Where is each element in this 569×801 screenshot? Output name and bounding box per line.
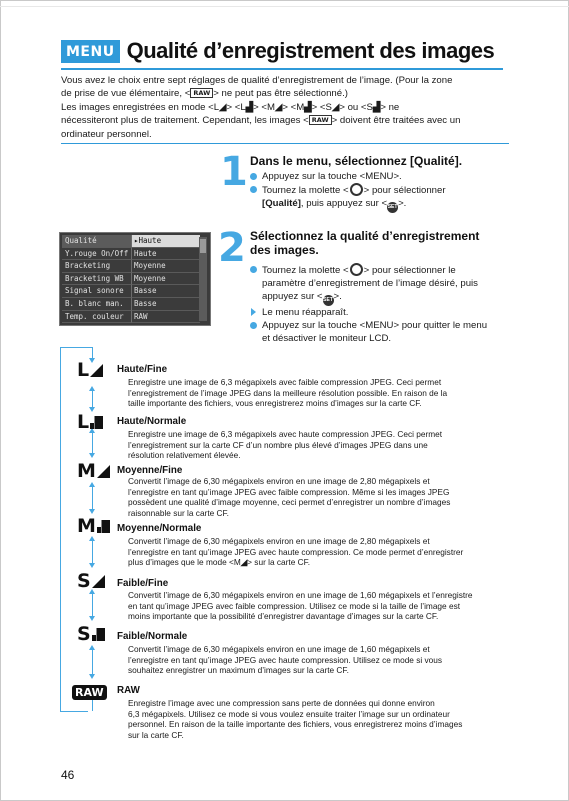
flow-loop-line bbox=[60, 347, 61, 711]
raw-tag: RAW bbox=[190, 88, 213, 98]
desc-line: Enregistre une image de 6,3 mégapixels avec faible compression JPEG. Ceci permet bbox=[128, 377, 442, 387]
desc-line: Convertit l’image de 6,30 mégapixels environ en une image de 1,60 mégapixels et bbox=[128, 644, 430, 654]
lcd-row-value: ▸Haute bbox=[131, 235, 200, 248]
flow-arrow-down-icon bbox=[89, 563, 95, 568]
page-title: Qualité d’enregistrement des images bbox=[126, 38, 495, 63]
step-1-title: Dans le menu, sélectionnez [Qualité]. bbox=[250, 154, 463, 168]
intro-text: > <M bbox=[253, 101, 275, 113]
bullet-text: Tournez la molette < bbox=[262, 185, 349, 196]
dial-icon bbox=[350, 183, 363, 196]
bullet-item bbox=[250, 263, 520, 306]
flow-connector bbox=[92, 648, 93, 676]
desc-line: Convertit l’image de 6,30 mégapixels environ en une image de 2,80 mégapixels et bbox=[128, 476, 430, 486]
quality-description bbox=[128, 698, 514, 740]
menu-badge: MENU bbox=[61, 40, 120, 63]
intro-line bbox=[61, 87, 509, 100]
desc-line: raisonnable sur la carte CF. bbox=[128, 507, 229, 518]
bullet-item bbox=[250, 319, 520, 345]
quality-description bbox=[128, 476, 514, 518]
bullet-item bbox=[250, 170, 520, 183]
top-divider bbox=[0, 6, 569, 7]
lcd-row-label: Qualité bbox=[62, 235, 131, 248]
desc-line: Convertit l’image de 6,30 mégapixels environ en une image de 2,80 mégapixels et bbox=[128, 536, 430, 546]
step-2-title bbox=[250, 229, 479, 257]
desc-line: sur la carte CF. bbox=[128, 729, 184, 740]
quality-description bbox=[128, 377, 514, 409]
normal-icon: ▟ bbox=[372, 101, 381, 113]
raw-tag: RAW bbox=[309, 115, 332, 125]
intro-line: ordinateur personnel. bbox=[61, 128, 152, 140]
bullet-dot-icon bbox=[250, 266, 257, 273]
flow-arrow-down-icon bbox=[89, 616, 95, 621]
lcd-row-label: Temp. couleur bbox=[62, 311, 131, 324]
lcd-row-value: Basse bbox=[131, 298, 200, 311]
lcd-row-label: B. blanc man. bbox=[62, 298, 131, 311]
bullet-text: >. bbox=[333, 291, 342, 302]
title-row bbox=[61, 36, 494, 66]
flow-arrow-up-icon bbox=[89, 482, 95, 487]
bullet-text: appuyez sur < bbox=[262, 291, 323, 302]
step-1-number: 1 bbox=[220, 149, 248, 195]
step-1-bullets bbox=[250, 170, 520, 213]
flow-arrow-down-icon bbox=[89, 453, 95, 458]
desc-line: possèdent une qualité d’image moyenne, ceci permet d’enregistrer un nombre d’images bbox=[128, 497, 451, 508]
desc-line: l’enregistrement de l’image JPEG dans la meilleure résolution possible. En raison de la bbox=[128, 387, 448, 398]
bullet-text: Tournez la molette < bbox=[262, 265, 349, 276]
lcd-row-value: Basse bbox=[131, 285, 200, 298]
desc-line: en tant qu’image JPEG avec faible compression. Utilisez ce mode si la taille de l’image est bbox=[128, 600, 461, 611]
quality-name: RAW bbox=[117, 685, 140, 696]
lcd-row bbox=[62, 311, 208, 324]
desc-line: l’enregistre en tant qu’image JPEG avec haute compression. Ce mode permet d’enregistrer bbox=[128, 546, 464, 557]
desc-line: Convertit l’image de 6,30 mégapixels environ en une image de 1,60 mégapixels et l’enregistre bbox=[128, 590, 473, 600]
medium-normal-icon bbox=[77, 517, 110, 535]
set-button-icon: SET bbox=[323, 295, 334, 306]
lcd-row bbox=[62, 235, 208, 248]
quality-letter: M bbox=[77, 515, 96, 537]
normal-stair-icon bbox=[92, 628, 105, 641]
bullet-text: >. bbox=[398, 198, 407, 209]
normal-stair-icon bbox=[97, 520, 110, 533]
intro-paragraph bbox=[61, 74, 509, 141]
small-fine-icon bbox=[77, 572, 105, 590]
flow-connector bbox=[92, 592, 93, 618]
desc-line: taille importante des fichiers, vous enregistrerez moins d’images sur la carte CF. bbox=[128, 398, 422, 409]
intro-text: > <S bbox=[311, 101, 332, 113]
quality-name: Haute/Normale bbox=[117, 416, 187, 427]
fine-triangle-icon bbox=[92, 575, 105, 588]
dial-icon bbox=[350, 263, 363, 276]
intro-text: nécessiteront plus de traitement. Cependant, les images < bbox=[61, 115, 309, 127]
lcd-row-label: Bracketing WB bbox=[62, 273, 131, 286]
quality-name: Faible/Normale bbox=[117, 631, 188, 642]
intro-text: > ne peut pas être sélectionné.) bbox=[213, 88, 348, 100]
bullet-text: paramètre d’enregistrement de l’image désiré, puis bbox=[262, 278, 478, 289]
normal-stair-icon bbox=[90, 416, 103, 429]
medium-fine-icon bbox=[77, 462, 110, 480]
desc-line: 6,3 mégapixels. Utilisez ce mode si vous voulez ensuite traiter l’image sur un ordinateur bbox=[128, 708, 450, 719]
bullet-text: > pour sélectionner le bbox=[363, 265, 456, 276]
lcd-row bbox=[62, 298, 208, 311]
quality-name: Moyenne/Normale bbox=[117, 523, 202, 534]
lcd-row-value: Moyenne bbox=[131, 273, 200, 286]
bullet-item bbox=[250, 183, 520, 213]
lcd-row bbox=[62, 273, 208, 286]
quality-name: Moyenne/Fine bbox=[117, 465, 183, 476]
lcd-row-label: Y.rouge On/Off bbox=[62, 248, 131, 261]
quality-description bbox=[128, 590, 514, 622]
intro-text: Les images enregistrées en mode <L bbox=[61, 101, 220, 113]
intro-text: > ou <S bbox=[339, 101, 373, 113]
fine-triangle-icon bbox=[90, 364, 103, 377]
lcd-scroll-thumb bbox=[200, 239, 206, 253]
quality-name: Haute/Fine bbox=[117, 364, 168, 375]
intro-text: > doivent être traitées avec un bbox=[331, 115, 461, 127]
flow-loop-line bbox=[60, 711, 88, 712]
flow-arrow-down-icon bbox=[89, 674, 95, 679]
quality-letter: S bbox=[77, 570, 91, 592]
flow-arrow-down-icon bbox=[89, 407, 95, 412]
intro-text: > <M bbox=[282, 101, 305, 113]
step-2-bullets bbox=[250, 263, 520, 345]
quality-letter: L bbox=[77, 359, 90, 381]
small-normal-icon bbox=[77, 625, 105, 643]
desc-line: Enregistre l’image avec une compression sans perte de données qui donne environ bbox=[128, 698, 435, 708]
lcd-row-value: RAW bbox=[131, 311, 200, 324]
result-arrow-icon bbox=[251, 308, 256, 316]
desc-line: résolution relativement élevée. bbox=[128, 450, 241, 461]
quality-description bbox=[128, 429, 514, 461]
bullet-text: Appuyez sur la touche <MENU> pour quitter le menu bbox=[262, 320, 488, 331]
lcd-menu-screen bbox=[59, 232, 211, 326]
quality-name: Faible/Fine bbox=[117, 578, 169, 589]
fine-icon: ◢ bbox=[275, 101, 283, 113]
bullet-text: et désactiver le moniteur LCD. bbox=[262, 333, 392, 344]
desc-line bbox=[128, 557, 514, 568]
flow-arrow-up-icon bbox=[89, 645, 95, 650]
large-normal-icon bbox=[77, 413, 103, 431]
flow-connector bbox=[92, 539, 93, 565]
bullet-text: Appuyez sur la touche <MENU>. bbox=[262, 171, 402, 182]
desc-line: l’enregistrement sur la carte CF d’un nombre plus élevé d’images JPEG dans une bbox=[128, 439, 428, 450]
lcd-row-label: Bracketing bbox=[62, 260, 131, 273]
flow-arrow-down-icon bbox=[89, 509, 95, 514]
desc-text: > sur la carte CF. bbox=[247, 557, 311, 568]
intro-text: > <L bbox=[226, 101, 246, 113]
intro-text: > ne bbox=[380, 101, 400, 113]
raw-icon bbox=[72, 682, 107, 700]
bullet-text-bold: [Qualité] bbox=[262, 198, 301, 209]
flow-arrow-up-icon bbox=[89, 386, 95, 391]
desc-line: souhaitez enregistrer un maximum d’images sur la carte CF. bbox=[128, 665, 349, 676]
bullet-dot-icon bbox=[250, 173, 257, 180]
bullet-dot-icon bbox=[250, 186, 257, 193]
bullet-item bbox=[250, 306, 520, 319]
step-2-title-line: Sélectionnez la qualité d’enregistrement bbox=[250, 229, 480, 243]
flow-loop-line bbox=[60, 347, 92, 348]
desc-line: personnel. En raison de la taille importante des fichiers, vous enregistrerez moins d’images bbox=[128, 719, 463, 730]
normal-icon: ▟ bbox=[245, 101, 254, 113]
quality-letter: S bbox=[77, 623, 91, 645]
flow-connector bbox=[92, 389, 93, 409]
intro-rule bbox=[61, 143, 509, 144]
quality-description bbox=[128, 644, 514, 676]
desc-line: l’enregistre en tant qu’image JPEG avec faible compression. Même si les images JPEG bbox=[128, 486, 450, 497]
intro-line bbox=[61, 114, 509, 127]
bullet-text: Le menu réapparaît. bbox=[262, 307, 349, 318]
flow-connector bbox=[92, 485, 93, 511]
flow-connector bbox=[92, 431, 93, 455]
step-2-number: 2 bbox=[218, 225, 246, 271]
fine-icon: ◢ bbox=[331, 101, 340, 113]
fine-icon: ◢ bbox=[219, 101, 227, 113]
lcd-row bbox=[62, 285, 208, 298]
lcd-row-label: Signal sonore bbox=[62, 285, 131, 298]
quality-letter: M bbox=[77, 460, 96, 482]
normal-icon: ▟ bbox=[304, 101, 312, 113]
lcd-row bbox=[62, 248, 208, 261]
lcd-row bbox=[62, 260, 208, 273]
lcd-row-value: Haute bbox=[131, 248, 200, 261]
fine-icon: ◢ bbox=[240, 557, 248, 568]
step-2-title-line: des images. bbox=[250, 243, 319, 257]
intro-line bbox=[61, 101, 509, 114]
intro-line: Vous avez le choix entre sept réglages de qualité d’enregistrement de l’image. (Pour la zone bbox=[61, 75, 453, 86]
large-fine-icon bbox=[77, 361, 103, 379]
intro-text: de prise de vue élémentaire, < bbox=[61, 88, 191, 100]
quality-description bbox=[128, 536, 514, 568]
desc-line: Enregistre une image de 6,3 mégapixels avec haute compression JPEG. Ceci permet bbox=[128, 429, 443, 439]
quality-letter: L bbox=[77, 411, 90, 433]
raw-badge: RAW bbox=[72, 685, 107, 700]
fine-triangle-icon bbox=[97, 465, 110, 478]
desc-line: moins importante que la possibilité d’enregistrer davantage d’images sur la carte CF. bbox=[128, 611, 439, 622]
bullet-text: > pour sélectionner bbox=[363, 185, 446, 196]
lcd-row-value: Moyenne bbox=[131, 260, 200, 273]
desc-line: l’enregistre en tant qu’image JPEG avec haute compression. Utilisez ce mode si vous bbox=[128, 654, 443, 665]
page-number: 46 bbox=[61, 768, 75, 782]
title-rule bbox=[61, 68, 503, 70]
set-button-icon: SET bbox=[387, 202, 398, 213]
desc-text: plus d’images que le mode <M bbox=[128, 557, 241, 568]
bullet-text: , puis appuyez sur < bbox=[300, 198, 388, 209]
lcd-scrollbar bbox=[199, 237, 207, 321]
bullet-dot-icon bbox=[250, 322, 257, 329]
